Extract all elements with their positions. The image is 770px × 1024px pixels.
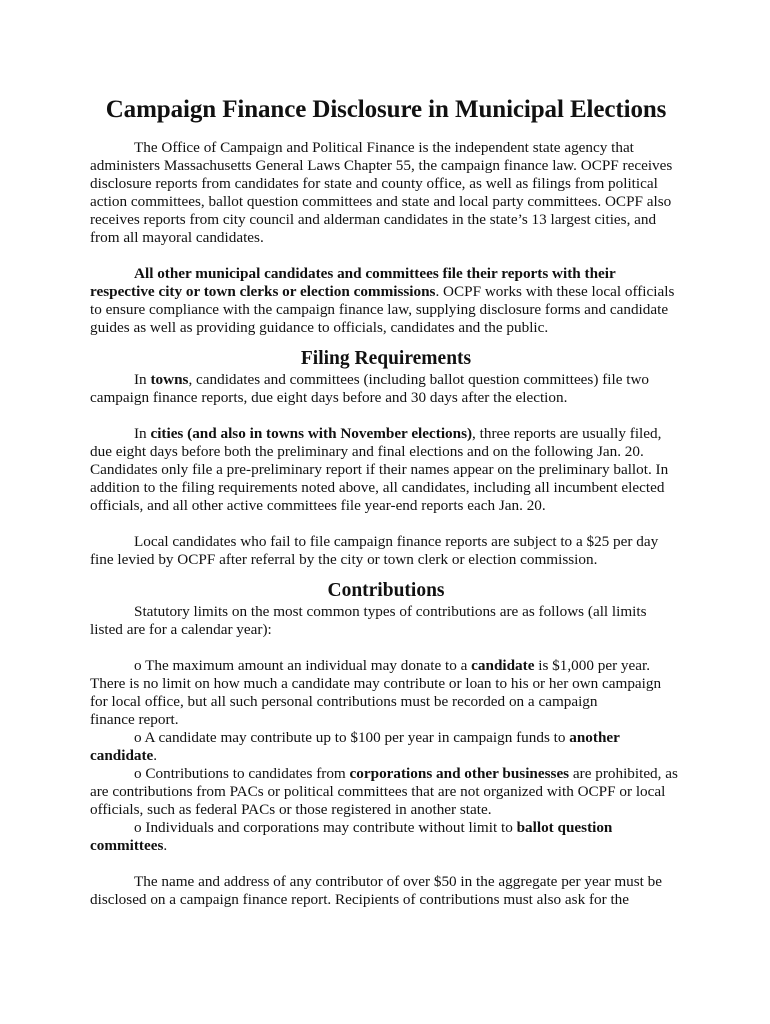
- intro-paragraph-1: The Office of Campaign and Political Finance is the independent state agency that administers Massachusetts General Laws Chapter 55, the campaign finance law. OCPF receives disclosure reports from candidates for state and county office, as well as filings from political action committees, ballot question committees and state and local party committees. OCPF also receives reports from city council and alderman candidates in the state’s 13 largest cities, and from all mayoral candidates.: [90, 139, 673, 246]
- intro-paragraph-2-bold: All other municipal candidates and committees file their reports with their respective city or town clerks or election commissions: [90, 265, 616, 300]
- filing-paragraph-towns-bold: towns: [150, 371, 189, 388]
- contributions-intro: Statutory limits on the most common types of contributions are as follows (all limits listed are for a calendar year):: [90, 603, 647, 638]
- filing-paragraph-towns-text: , candidates and committees (including ballot question committees) file two campaign finance reports, due eight days before and 30 days after the election.: [90, 371, 650, 406]
- contribution-limit-corporations-text: are prohibited, as are contributions from PACs or political committees that are not organized with OCPF or local officials, such as federal PACs or those registered in another state.: [90, 765, 678, 818]
- filing-paragraph-fines: Local candidates who fail to file campaign finance reports are subject to a $25 per day fine levied by OCPF after referral by the city or town clerk or election commission.: [90, 533, 659, 568]
- filing-requirements-heading: Filing Requirements: [300, 348, 472, 369]
- filing-paragraph-towns-pre: In: [134, 371, 151, 388]
- contribution-limit-candidate-pre: o A candidate may contribute up to $100 per year in campaign funds to: [134, 729, 570, 746]
- contribution-limit-individual-pre: o The maximum amount an individual may donate to a: [134, 657, 472, 674]
- contribution-limit-candidate-text: .: [153, 747, 158, 764]
- contribution-limit-ballot: [90, 819, 682, 855]
- contribution-limit-corporations: [90, 765, 682, 819]
- document-title: Campaign Finance Disclosure in Municipal Elections: [105, 96, 667, 123]
- contribution-limit-ballot-text: .: [163, 837, 168, 854]
- contribution-limit-candidate-bold: another candidate: [90, 729, 620, 764]
- contributions-heading: Contributions: [327, 580, 445, 601]
- filing-paragraph-cities-text: , three reports are usually filed, due eight days before both the preliminary and final elections and on the following Jan. 20. Candidates only file a pre-preliminary report if their names appear on the preliminary ballot. In addition to the filing requirements noted above, all candidates, including all incumbent elected officials, and all other active committees file year-end reports each Jan. 20.: [90, 425, 669, 514]
- contributor-disclosure-paragraph: The name and address of any contributor of over $50 in the aggregate per year must be disclosed on a campaign finance report. Recipients of contributions must also ask for the: [90, 873, 662, 908]
- filing-paragraph-cities-bold: cities (and also in towns with November elections): [150, 425, 473, 442]
- filing-paragraph-towns: [90, 371, 682, 407]
- contribution-limit-candidate: [90, 729, 682, 765]
- contribution-limit-individual: [90, 657, 682, 711]
- contribution-limit-ballot-pre: o Individuals and corporations may contribute without limit to: [134, 819, 517, 836]
- filing-paragraph-cities: [90, 425, 682, 515]
- contribution-limit-individual-bold: candidate: [471, 657, 535, 674]
- contribution-limit-corporations-bold: corporations and other businesses: [349, 765, 570, 782]
- contribution-limit-individual-tail: finance report.: [90, 711, 179, 728]
- document-page: [90, 95, 682, 909]
- contribution-limit-corporations-pre: o Contributions to candidates from: [134, 765, 350, 782]
- filing-paragraph-cities-pre: In: [134, 425, 151, 442]
- contribution-limit-ballot-bold: ballot question committees: [90, 819, 613, 854]
- contribution-limit-individual-text: is $1,000 per year. There is no limit on how much a candidate may contribute or loan to his or her own campaign for local office, but all such personal contributions must be recorded on a campaign: [90, 657, 662, 710]
- intro-paragraph-2: [90, 265, 682, 337]
- intro-paragraph-2-text: . OCPF works with these local officials to ensure compliance with the campaign finance law, supplying disclosure forms and candidate guides as well as providing guidance to officials, candidates and the public.: [90, 283, 675, 336]
